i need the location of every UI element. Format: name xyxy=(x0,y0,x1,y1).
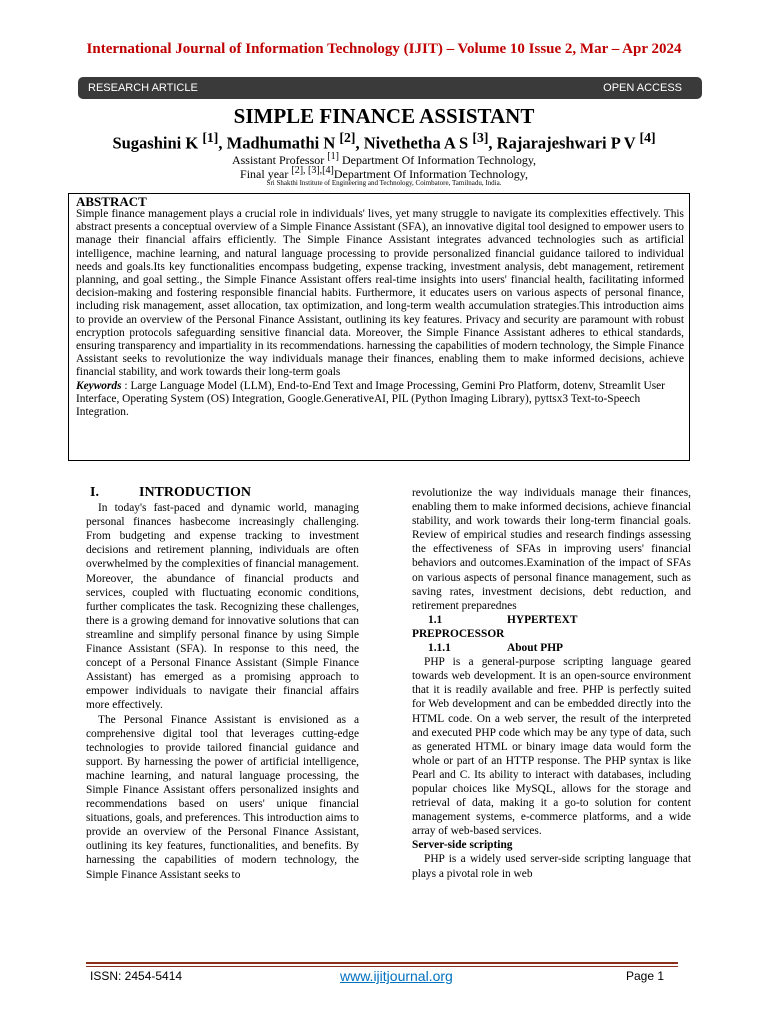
paragraph: In today's fast-paced and dynamic world, managing personal finances hasbecome increasingly challenging. From budgeting and expense tracking to investment decisions and retirement planning, individuals are often overwhelmed by the complexities of financial management. Moreover, the abundance of financial products and services, coupled with fluctuating economic conditions, further complicates the task. Recognizing these challenges, there is a growing demand for innovative solutions that can streamline and simplify personal finance by using Simple Finance Assistant (SFA). In response to this need, the concept of a Personal Finance Assistant (Simple Finance Assistant) has emerged as a promising approach to empower individuals to navigate their financial affairs more effectively. xyxy=(86,502,359,712)
paper-title: SIMPLE FINANCE ASSISTANT xyxy=(233,104,535,128)
author-name: , Nivethetha A S xyxy=(355,133,473,153)
author-name: Sugashini K xyxy=(112,133,203,153)
subheading-server-side: Server-side scripting xyxy=(412,839,513,852)
section-number: I. xyxy=(90,485,99,500)
abstract-box xyxy=(68,193,690,461)
paragraph: PHP is a widely used server-side scripting language that plays a pivotal role in web xyxy=(412,853,691,880)
paragraph: PHP is a general-purpose scripting language geared towards web development. It is an open-source environment that it is readily available and free. PHP is perfectly suited for Web development and can be embedded directly into the HTML code. On a web server, the result of the interpreted and executed PHP code which may be any type of data, such as generated HTML or binary image data would form the whole or part of an HTTP response. The PHP syntax is like Pearl and C. Its ability to interact with databases, including popular choices like MySQL, allows for the storage and retrieval of data, making it a go-to solution for content management systems, e-commerce platforms, and a wide array of web-based services. xyxy=(412,656,691,838)
author-ref: [3] xyxy=(472,130,489,145)
paragraph: revolutionize the way individuals manage their finances, enabling them to make informed decisions, achieve financial stability, and work towards their long-term financial goals. Review of empirical studies and research findings assessing the effectiveness of SFAs in improving users' financial behaviors and outcomes.Examination of the impact of SFAs on various aspects of personal finance management, such as saving rates, investment decisions, debt reduction, and retirement preparednes xyxy=(412,487,691,612)
right-column xyxy=(412,486,691,881)
author-ref: [2] xyxy=(339,130,356,145)
author-list xyxy=(0,130,768,154)
affiliation-text: Department Of Information Technology, xyxy=(338,153,537,167)
website-link[interactable]: www.ijitjournal.org xyxy=(340,968,453,984)
page-number: Page 1 xyxy=(626,969,665,983)
affiliation-ref: [2], [3],[4] xyxy=(291,165,334,176)
footer-rule xyxy=(86,966,678,967)
footer-rule xyxy=(86,962,678,964)
abstract-text: Simple finance management plays a crucial role in individuals' lives, yet many struggle to navigate its complexities effectively. This abstract presents a conceptual overview of a Simple Finance Assistant (SFA), an innovative digital tool designed to empower users to manage their financial affairs efficiently. The Simple Finance Assistant integrates advanced technologies such as artificial intelligence, machine learning, and natural language processing to provide personalized financial guidance tailored to individual needs and goals.Its key functionalities encompass budgeting, expense tracking, investment analysis, debt management, retirement planning, and goal setting., the Simple Finance Assistant offers real-time insights into users' financial health, facilitating informed decision-making and fostering responsible financial habits. Furthermore, it educates users on various aspects of personal finance, including risk management, asset allocation, tax optimization, and long-term wealth accumulation strategies.This introduction aims to provide an overview of the Personal Finance Assistant, outlining its key features. Privacy and security are paramount with robust encryption protocols safeguarding sensitive financial data. Moreover, the Simple Finance Assistant adheres to ethical standards, ensuring transparency and impartiality in its recommendations. harnessing the capabilities of modern technology, the Simple Finance Assistant seeks to revolutionize the way individuals manage their finances, enabling them to make informed decisions, achieve financial stability, and work towards their long-term goals xyxy=(76,208,684,379)
keywords-text: : Large Language Model (LLM), End-to-End Text and Image Processing, Gemini Pro Platform, dotenv, Streamlit User Interface, Operating System (OS) Integration, Google.GenerativeAI, PIL (Python Imaging Library), pyttsx3 Text-to-Speech Integration. xyxy=(76,379,665,419)
author-name: , Rajarajeshwari P V xyxy=(488,133,640,153)
subsection-number: 1.1 xyxy=(428,613,443,626)
paragraph: The Personal Finance Assistant is envisioned as a comprehensive digital tool that leverages cutting-edge technologies to provide tailored financial guidance and support. By harnessing the power of artificial intelligence, machine learning, and natural language processing, the Simple Finance Assistant offers personalized insights and recommendations based on users' unique financial situations, goals, and preferences. This introduction aims to provide an overview of the Personal Finance Assistant, outlining its key features, functionalities, and benefits. By harnessing the capabilities of modern technology, the Simple Finance Assistant seeks to xyxy=(86,713,359,881)
keywords-label: Keywords xyxy=(76,379,122,392)
affiliation-ref: [1] xyxy=(327,151,339,162)
section-heading-introduction xyxy=(90,486,359,500)
issn-label: ISSN: 2454-5414 xyxy=(90,969,183,983)
abstract-heading: ABSTRACT xyxy=(76,194,147,209)
institution-line: Sri Shakthi Institute of Engineering and Technology, Coimbatore, Tamilnadu, India. xyxy=(266,179,502,187)
section-title: INTRODUCTION xyxy=(139,485,252,500)
keywords xyxy=(76,380,684,420)
open-access-label: OPEN ACCESS xyxy=(603,82,682,94)
article-bar xyxy=(78,77,702,99)
subsection-heading-1-1 xyxy=(412,613,691,641)
left-column xyxy=(86,486,359,882)
subsection-title: HYPERTEXT xyxy=(507,613,578,626)
affiliation-text: Department Of Information Technology, xyxy=(333,167,528,181)
subsection-title: About PHP xyxy=(507,642,564,655)
affiliation-text: Final year xyxy=(240,167,292,181)
subsection-title-cont: PREPROCESSOR xyxy=(412,627,505,640)
journal-header: International Journal of Information Technology (IJIT) – Volume 10 Issue 2, Mar – Apr 2024 xyxy=(86,41,682,57)
subsection-number: 1.1.1 xyxy=(428,642,451,655)
affiliation-text: Assistant Professor xyxy=(231,153,328,167)
subsection-heading-1-1-1 xyxy=(412,641,691,655)
author-ref: [4] xyxy=(639,130,656,145)
article-type-label: RESEARCH ARTICLE xyxy=(88,82,198,94)
author-name: , Madhumathi N xyxy=(218,133,340,153)
author-ref: [1] xyxy=(202,130,219,145)
